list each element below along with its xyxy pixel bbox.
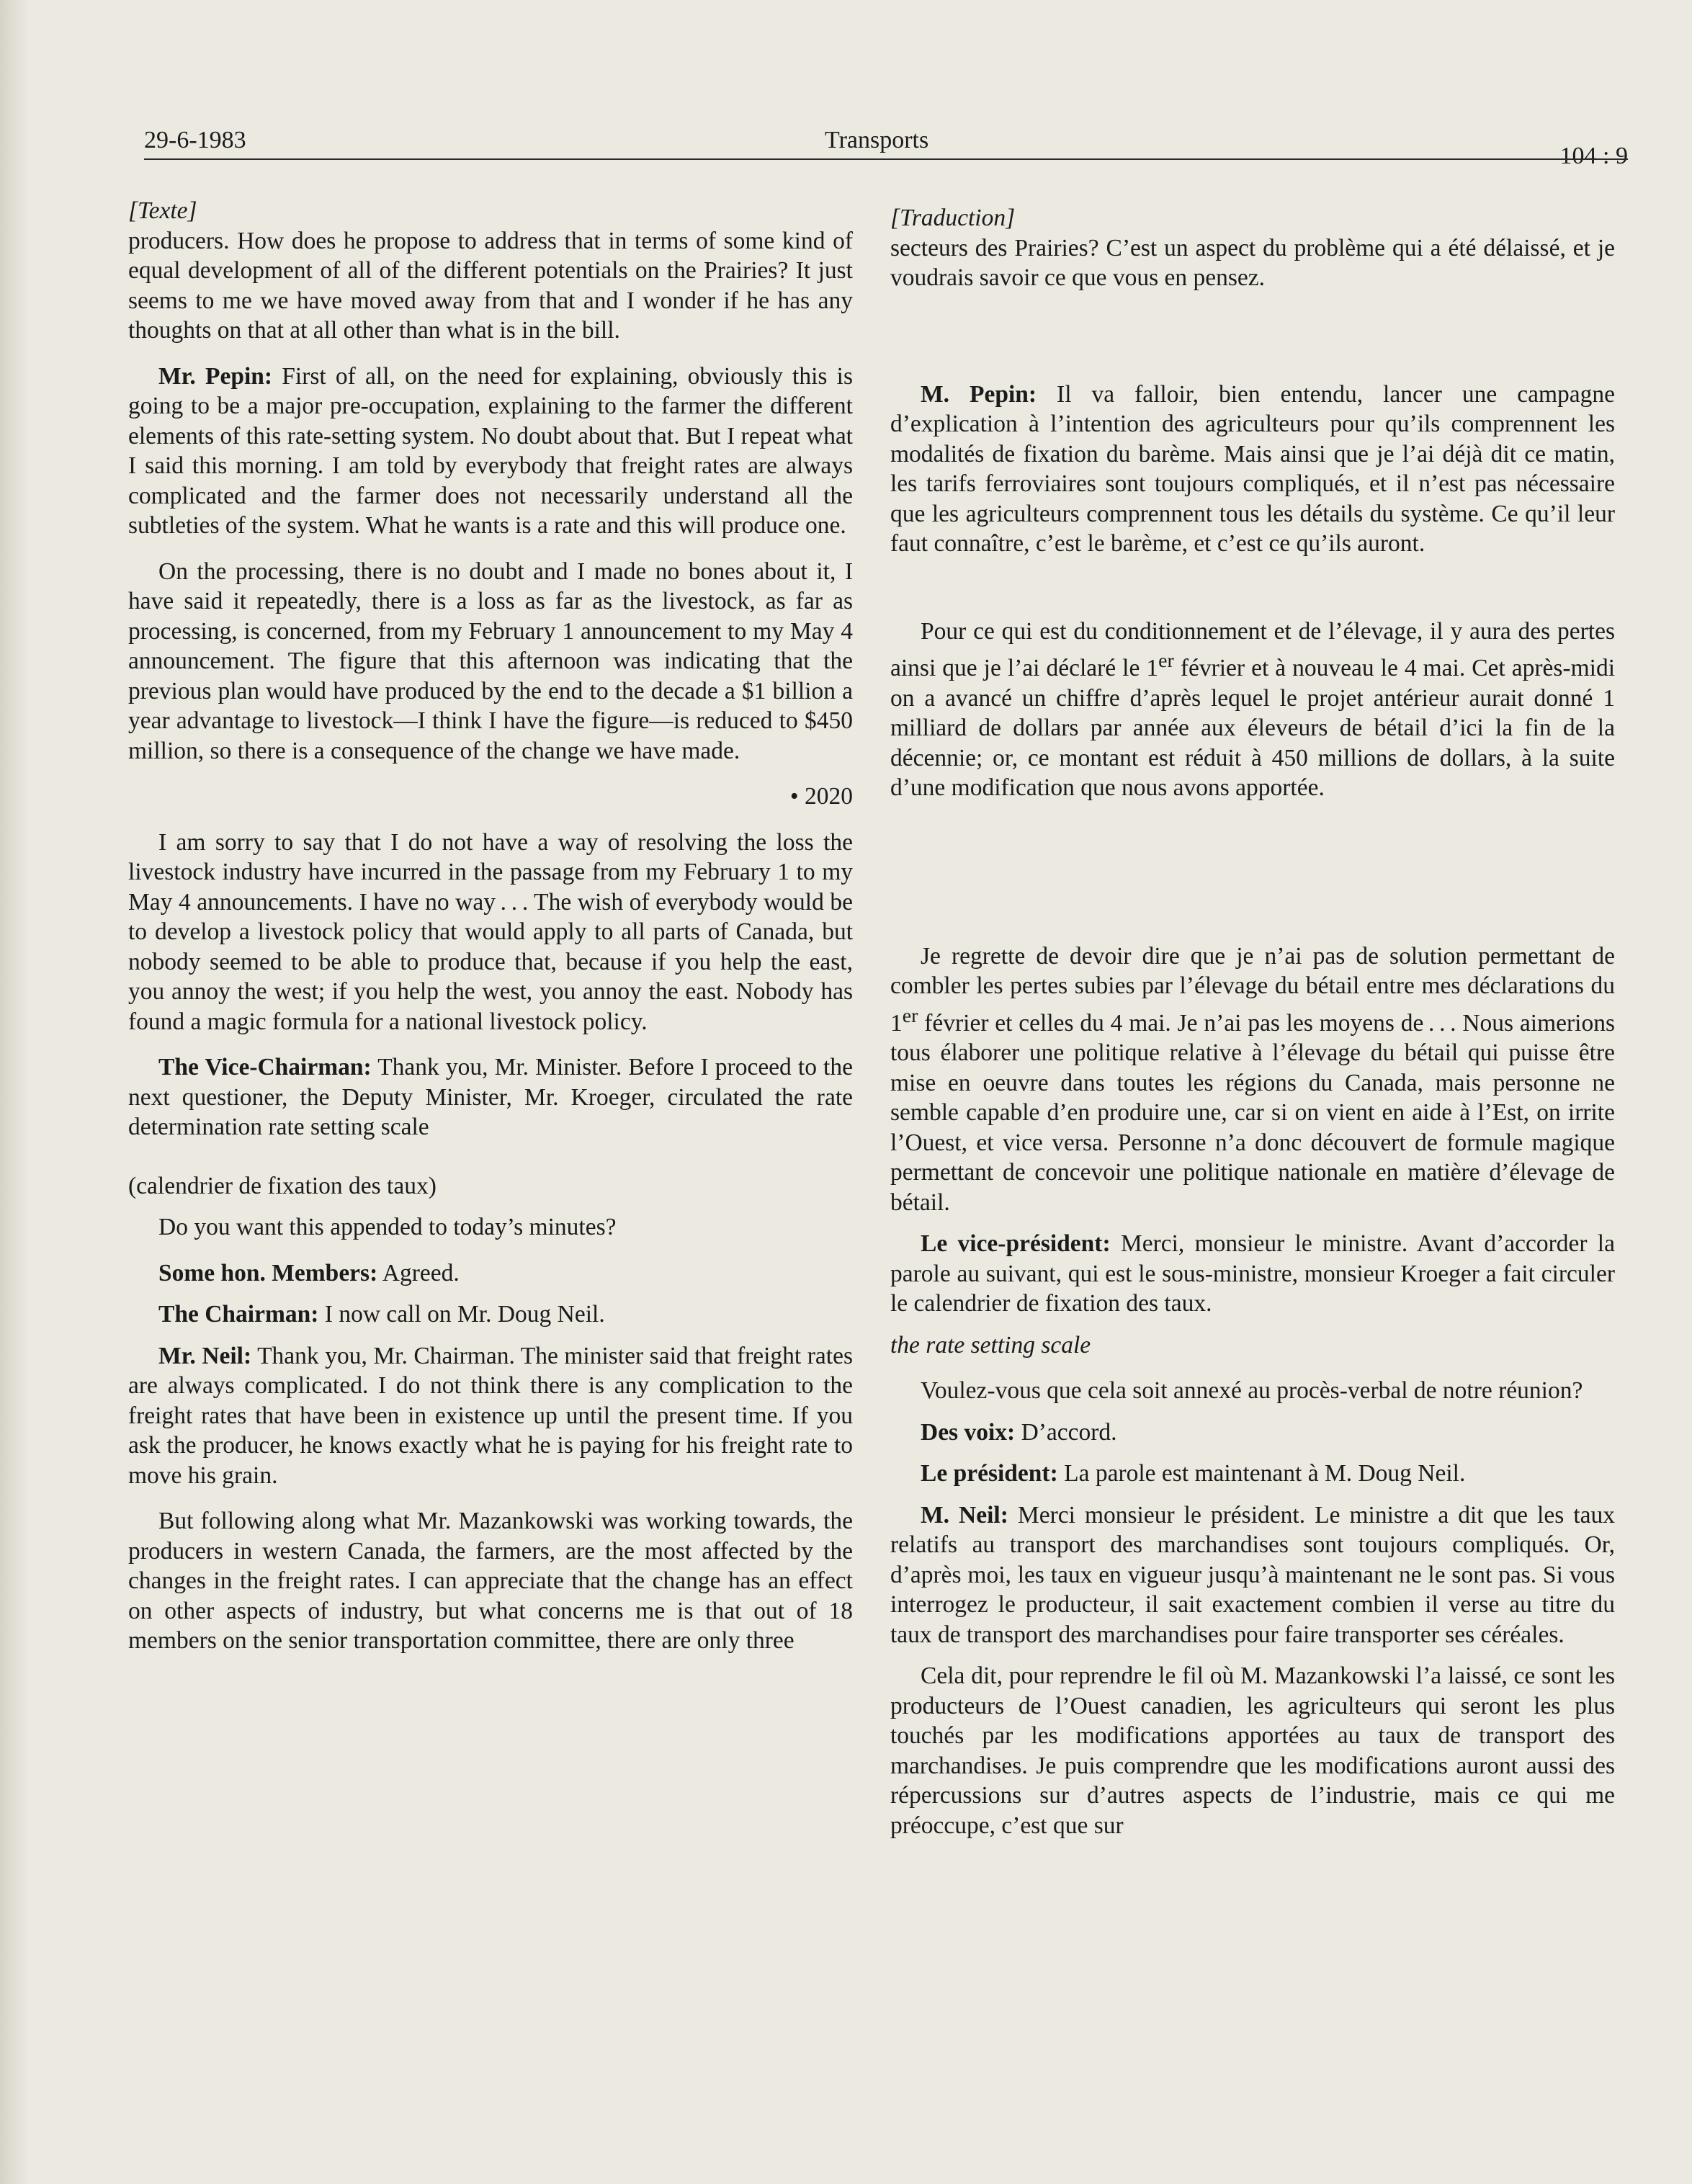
paragraph: secteurs des Prairies? C’est un aspect du problème qui a été délaissé, et je voudrais savoir ce que vous en pensez.	[890, 234, 1615, 291]
paragraph	[128, 1341, 853, 1491]
speech-text: Thank you, Mr. Chairman. The minister said that freight rates are always complicated. I do not think there is any complication to the freight rates that have been in existence up until the present time. If you ask the producer, he knows exactly what he is paying for his freight rate to move his grain.	[128, 1342, 854, 1489]
speech-text: Agreed.	[382, 1259, 460, 1286]
header-title: Transports	[825, 127, 929, 153]
speech-text: Merci, monsieur le ministre. Avant d’accorder la parole au suivant, qui est le sous-ministre, monsieur Kroeger a fait circuler le calendrier de fixation des taux.	[890, 1230, 1615, 1317]
paragraph: Do you want this appended to today’s minutes?	[158, 1214, 617, 1240]
paragraph: Pour ce qui est du conditionnement et de l’élevage, il y aura des pertes ainsi que je l’ai déclaré le 1er février et à nouveau le 4 mai. Cet après-midi on a avancé un chiffre d’après lequel le projet antérieur aurait donné 1 milliard de dollars par année aux éleveurs de bétail d’ici la fin de la décennie; or, ce montant est réduit à 450 millions de dollars, à la suite d’une modification que nous avons apportée.	[890, 617, 1615, 802]
running-header	[144, 127, 1628, 169]
speaker-name: Mr. Neil:	[158, 1342, 252, 1369]
speech-text: I now call on Mr. Doug Neil.	[324, 1301, 605, 1328]
speech-text: D’accord.	[1021, 1418, 1117, 1446]
speaker-name: Le vice-président:	[921, 1230, 1111, 1258]
speaker-name: Des voix:	[921, 1418, 1016, 1446]
paragraph: producers. How does he propose to address that in terms of some kind of equal development of all of the different potentials on the Prairies? It just seems to me we have moved away from that and I wonder if he has any thoughts on that at all other than what is in the bill.	[128, 227, 853, 344]
header-page-number: 104 : 9	[1559, 143, 1628, 169]
speech-text: Thank you, Mr. Minister. Before I proceed to the next questioner, the Deputy Minister, Mr. Kroeger, circulated the rate determination rate setting scale	[128, 1054, 853, 1140]
speaker-name: The Vice-Chairman:	[158, 1054, 372, 1080]
speech-text: Il va falloir, bien entendu, lancer une campagne d’explication à l’intention des agriculteurs pour qu’ils comprennent les modalités de fixation du barème. Mais ainsi que je l’ai déjà dit ce matin, les tarifs ferroviaires sont toujours compliqués, et il n’est pas nécessaire que les agriculteurs comprennent tous les détails du système. Ce qu’il leur faut connaître, c’est le barème, et c’est ce qu’ils auront.	[890, 380, 1615, 557]
time-marker: • 2020	[789, 783, 853, 810]
speaker-name: Some hon. Members:	[158, 1259, 378, 1286]
speech-text: Merci monsieur le président. Le ministre a dit que les taux relatifs au transport des marchandises sont toujours compliqués. Or, d’après moi, les taux en vigueur jusqu’à maintenant ne le sont pas. Si vous interrogez le producteur, il sait exactement combien il verse au titre du taux de transport des marchandises pour faire transporter ses céréales.	[890, 1501, 1615, 1648]
speaker-name: M. Pepin:	[921, 380, 1037, 408]
paragraph	[890, 1459, 1615, 1489]
paragraph: Je regrette de devoir dire que je n’ai pas de solution permettant de combler les pertes subies par l’élevage du bétail entre mes déclarations du 1er février et celles du 4 mai. Je n’ai pas les moyens de . . . Nous aimerions tous élaborer une politique relative à l’élevage du bétail qui puisse être mise en oeuvre dans toutes les régions du Canada, mais personne ne semble capable d’en produire une, car si on vient en aide à l’Est, on irrite l’Ouest, et vice versa. Personne n’a donc découvert de formule magique permettant de concevoir une politique nationale en matière d’élevage de bétail.	[890, 942, 1615, 1216]
paragraph	[128, 362, 853, 541]
paragraph: (calendrier de fixation des taux)	[128, 1172, 437, 1199]
speech-text: La parole est maintenant à M. Doug Neil.	[1064, 1460, 1466, 1487]
speaker-name: Le président:	[921, 1460, 1058, 1487]
paragraph	[128, 1052, 853, 1142]
column-french	[890, 203, 1615, 1840]
paragraph	[890, 1500, 1615, 1650]
language-tag: [Traduction]	[890, 205, 1016, 231]
paragraph	[128, 1299, 853, 1330]
binding-shadow	[0, 0, 29, 2184]
paragraph: the rate setting scale	[890, 1331, 1091, 1359]
column-english	[128, 196, 853, 1656]
header-rule	[144, 158, 1628, 160]
paragraph	[890, 1418, 1615, 1448]
paragraph: On the processing, there is no doubt and I made no bones about it, I have said it repeatedly, there is a loss as far as the livestock, as far as processing, is concerned, from my February 1 announcement to my May 4 announcement. The figure that this afternoon was indicating that the previous plan would have produced by the end to the decade a $1 billion a year advantage to livestock—I think I have the figure—is reduced to $450 million, so there is a consequence of the change we have made.	[128, 558, 853, 764]
paragraph: But following along what Mr. Mazankowski was working towards, the producers in western Canada, the farmers, are the most affected by the changes in the freight rates. I can appreciate that the change has an effect on other aspects of industry, but what concerns me is that out of 18 members on the senior transportation committee, there are only three	[128, 1508, 853, 1654]
speaker-name: The Chairman:	[158, 1301, 319, 1328]
paragraph	[890, 380, 1615, 559]
header-date: 29-6-1983	[144, 127, 246, 153]
paragraph	[128, 1258, 853, 1289]
paragraph	[890, 1229, 1615, 1319]
speech-text: First of all, on the need for explaining, obviously this is going to be a major pre-occupation, explaining to the farmer the different elements of this rate-setting system. No doubt about that. But I repeat what I said this morning. I am told by everybody that freight rates are always complicated and the farmer does not necessarily understand all the subtleties of the system. What he wants is a rate and this will produce one.	[128, 362, 853, 539]
paragraph: Cela dit, pour reprendre le fil où M. Mazankowski l’a laissé, ce sont les producteurs de l’Ouest canadien, les agriculteurs qui seront les plus touchés par les modifications apportées au taux de transport des marchandises. Je puis comprendre que les modifications auront aussi des répercussions sur d’autres aspects de l’industrie, mais ce qui me préoccupe, c’est que sur	[890, 1662, 1615, 1839]
paragraph: Voulez-vous que cela soit annexé au procès-verbal de notre réunion?	[921, 1377, 1583, 1405]
language-tag: [Texte]	[128, 197, 197, 224]
paragraph: I am sorry to say that I do not have a way of resolving the loss the livestock industry have incurred in the passage from my February 1 to my May 4 announcements. I have no way . . . The wish of everybody would be to develop a livestock policy that would apply to all parts of Canada, but nobody seemed to be able to produce that, because if you help the east, you annoy the west; if you help the west, you annoy the east. Nobody has found a magic formula for a national livestock policy.	[128, 828, 853, 1035]
speaker-name: M. Neil:	[921, 1501, 1008, 1529]
speaker-name: Mr. Pepin:	[158, 362, 273, 390]
